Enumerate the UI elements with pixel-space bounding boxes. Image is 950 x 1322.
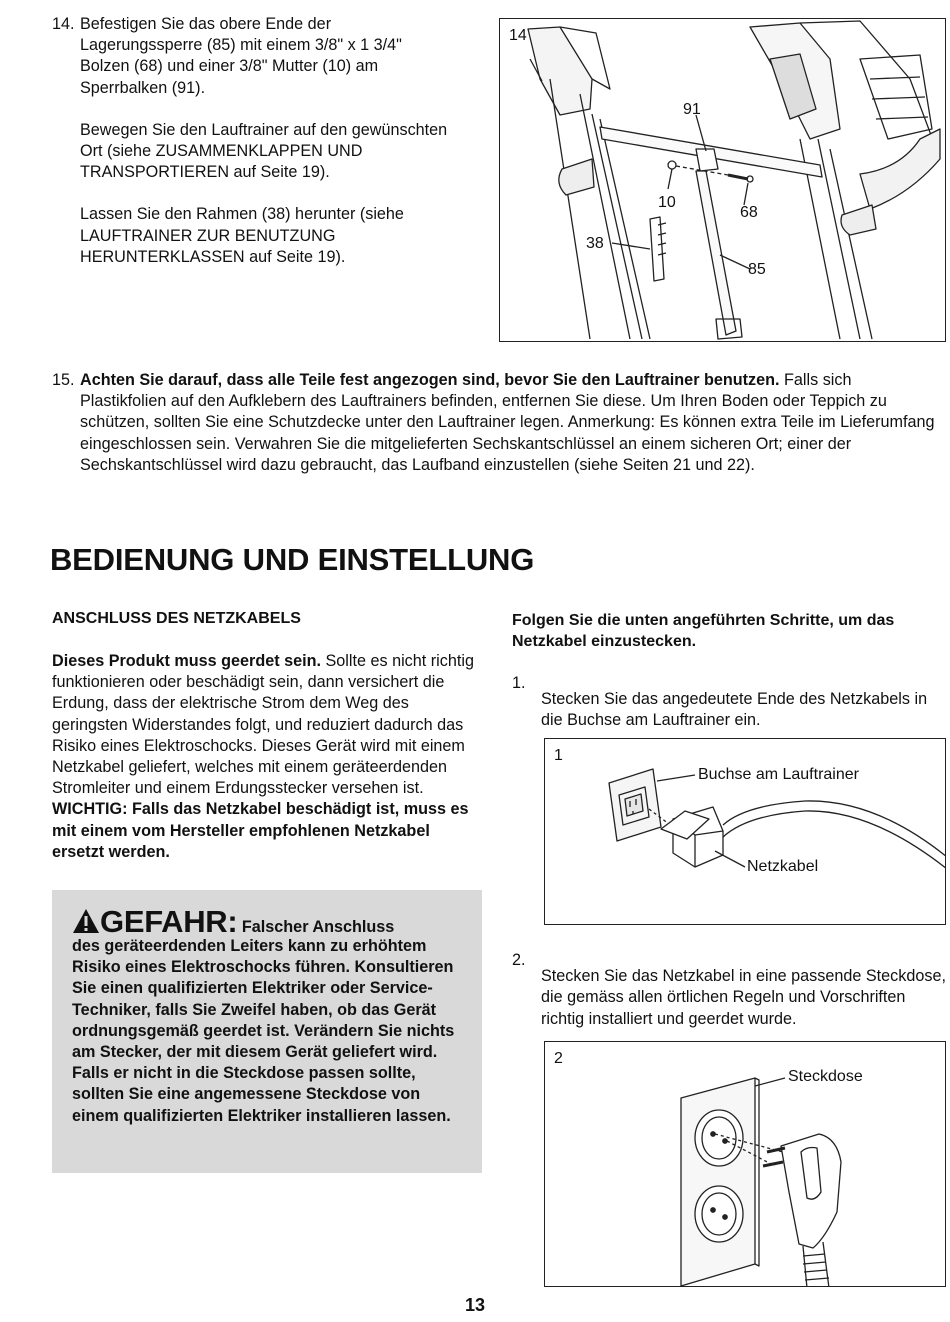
part-label-10: 10 [658, 194, 676, 211]
step-number: 15. [52, 371, 75, 389]
figure-number: 1 [554, 747, 563, 764]
right-step-1 [512, 673, 948, 748]
label-power-cord: Netzkabel [747, 858, 819, 875]
label-outlet: Steckdose [788, 1068, 863, 1085]
step-number: 2. [512, 951, 526, 969]
part-label-91: 91 [683, 101, 701, 118]
step-15-paragraph [80, 370, 942, 476]
right-step-1-text: Stecken Sie das angedeutete Ende des Netzkabels in die Buchse am Lauftrainer ein. [541, 690, 928, 730]
danger-text: des geräteerdenden Leiters kann zu erhöhtem Risiko eines Elektroschocks führen. Konsultieren Sie einen qualifizierten Elektriker oder Service-Techniker, falls Sie Zweifel haben, ob das Gerät ordnungsgemäß geerdet ist. Verändern Sie nichts am Stecker, der mit diesem Gerät geliefert wird. Falls er nicht in die Steckdose passen sollte, sollten Sie eine angemessene Steckdose von einem qualifizierten Elektriker installieren lassen. [72, 937, 455, 1125]
figure-14 [499, 18, 946, 342]
danger-title: GEFAHR: [100, 904, 238, 939]
right-intro: Folgen Sie die unten angeführten Schritte, um das Netzkabel einzustecken. [512, 612, 895, 651]
page-number: 13 [464, 1295, 486, 1315]
part-label-38: 38 [586, 235, 604, 252]
figure-1 [544, 738, 946, 925]
figure-number: 2 [554, 1050, 563, 1067]
right-step-2 [512, 950, 948, 1046]
figure-number: 14 [509, 27, 527, 44]
right-step-2-text: Stecken Sie das Netzkabel in eine passende Steckdose, die gemäss allen örtlichen Regeln und Vorschriften richtig installiert und geerdet wurde. [541, 967, 946, 1028]
step-14-paragraph-2: Bewegen Sie den Lauftrainer auf den gewünschten Ort (siehe ZUSAMMENKLAPPEN UND TRANSPORTIEREN auf Seite 19). [80, 120, 448, 182]
treadmill-assembly-illustration [500, 19, 946, 342]
step-14-paragraph-3: Lassen Sie den Rahmen (38) herunter (siehe LAUFTRAINER ZUR BENUTZUNG HERUNTERKLASSEN auf Seite 19). [80, 205, 404, 266]
figure-2 [544, 1041, 946, 1287]
step-number: 14. [52, 15, 75, 33]
grounding-paragraph [52, 651, 480, 863]
important-bold: WICHTIG: Falls das Netzkabel beschädigt ist, muss es mit einem vom Hersteller empfohlenen Netzkabel ersetzt werden. [52, 800, 469, 861]
grounding-text: Sollte es nicht richtig funktionieren oder beschädigt sein, dann versichert die Erdung, dass der elektrische Strom dem Weg des geringsten Widerstandes folgt, und reduziert dadurch das Risiko eines Elektroschocks. Dieses Gerät wird mit einem Netzkabel geliefert, welches mit einem geräteerdenden Stromleiter und einem Erdungsstecker versehen ist. [52, 652, 474, 798]
subheading-power-cord: ANSCHLUSS DES NETZKABELS [52, 610, 301, 627]
warning-triangle-icon [72, 908, 100, 934]
grounding-bold: Dieses Produkt muss geerdet sein. [52, 652, 321, 670]
step-14 [52, 14, 452, 268]
section-heading: BEDIENUNG UND EINSTELLUNG [50, 542, 535, 577]
wall-outlet-illustration [545, 1042, 946, 1287]
part-label-68: 68 [740, 204, 758, 221]
step-15-text: Falls sich Plastikfolien auf den Aufklebern des Lauftrainers befinden, entfernen Sie diese. Um Ihren Boden oder Teppich zu schützen, sollten Sie eine Schutzdecke unter den Lauftrainer legen. Anmerkung: Es können extra Teile im Lieferumfang eingeschlossen sein. Verwahren Sie die mitgelieferten Sechskantschlüssel an einem sicheren Ort; einer der Sechskantschlüssel wird dazu gebraucht, das Laufband einzustellen (siehe Seiten 21 und 22). [80, 371, 935, 474]
step-15-bold: Achten Sie darauf, dass alle Teile fest angezogen sind, bevor Sie den Lauftrainer benutzen. [80, 371, 780, 389]
step-number: 1. [512, 674, 526, 692]
danger-lead: Falscher Anschluss [237, 918, 395, 936]
step-15 [52, 370, 942, 476]
step-14-paragraph-1: Befestigen Sie das obere Ende der Lagerungssperre (85) mit einem 3/8" x 1 3/4" Bolzen (68) und einer 3/8" Mutter (10) am Sperrbalken (91). [80, 15, 402, 97]
label-socket: Buchse am Lauftrainer [698, 766, 859, 783]
danger-box [52, 890, 482, 1173]
part-label-85: 85 [748, 261, 766, 278]
